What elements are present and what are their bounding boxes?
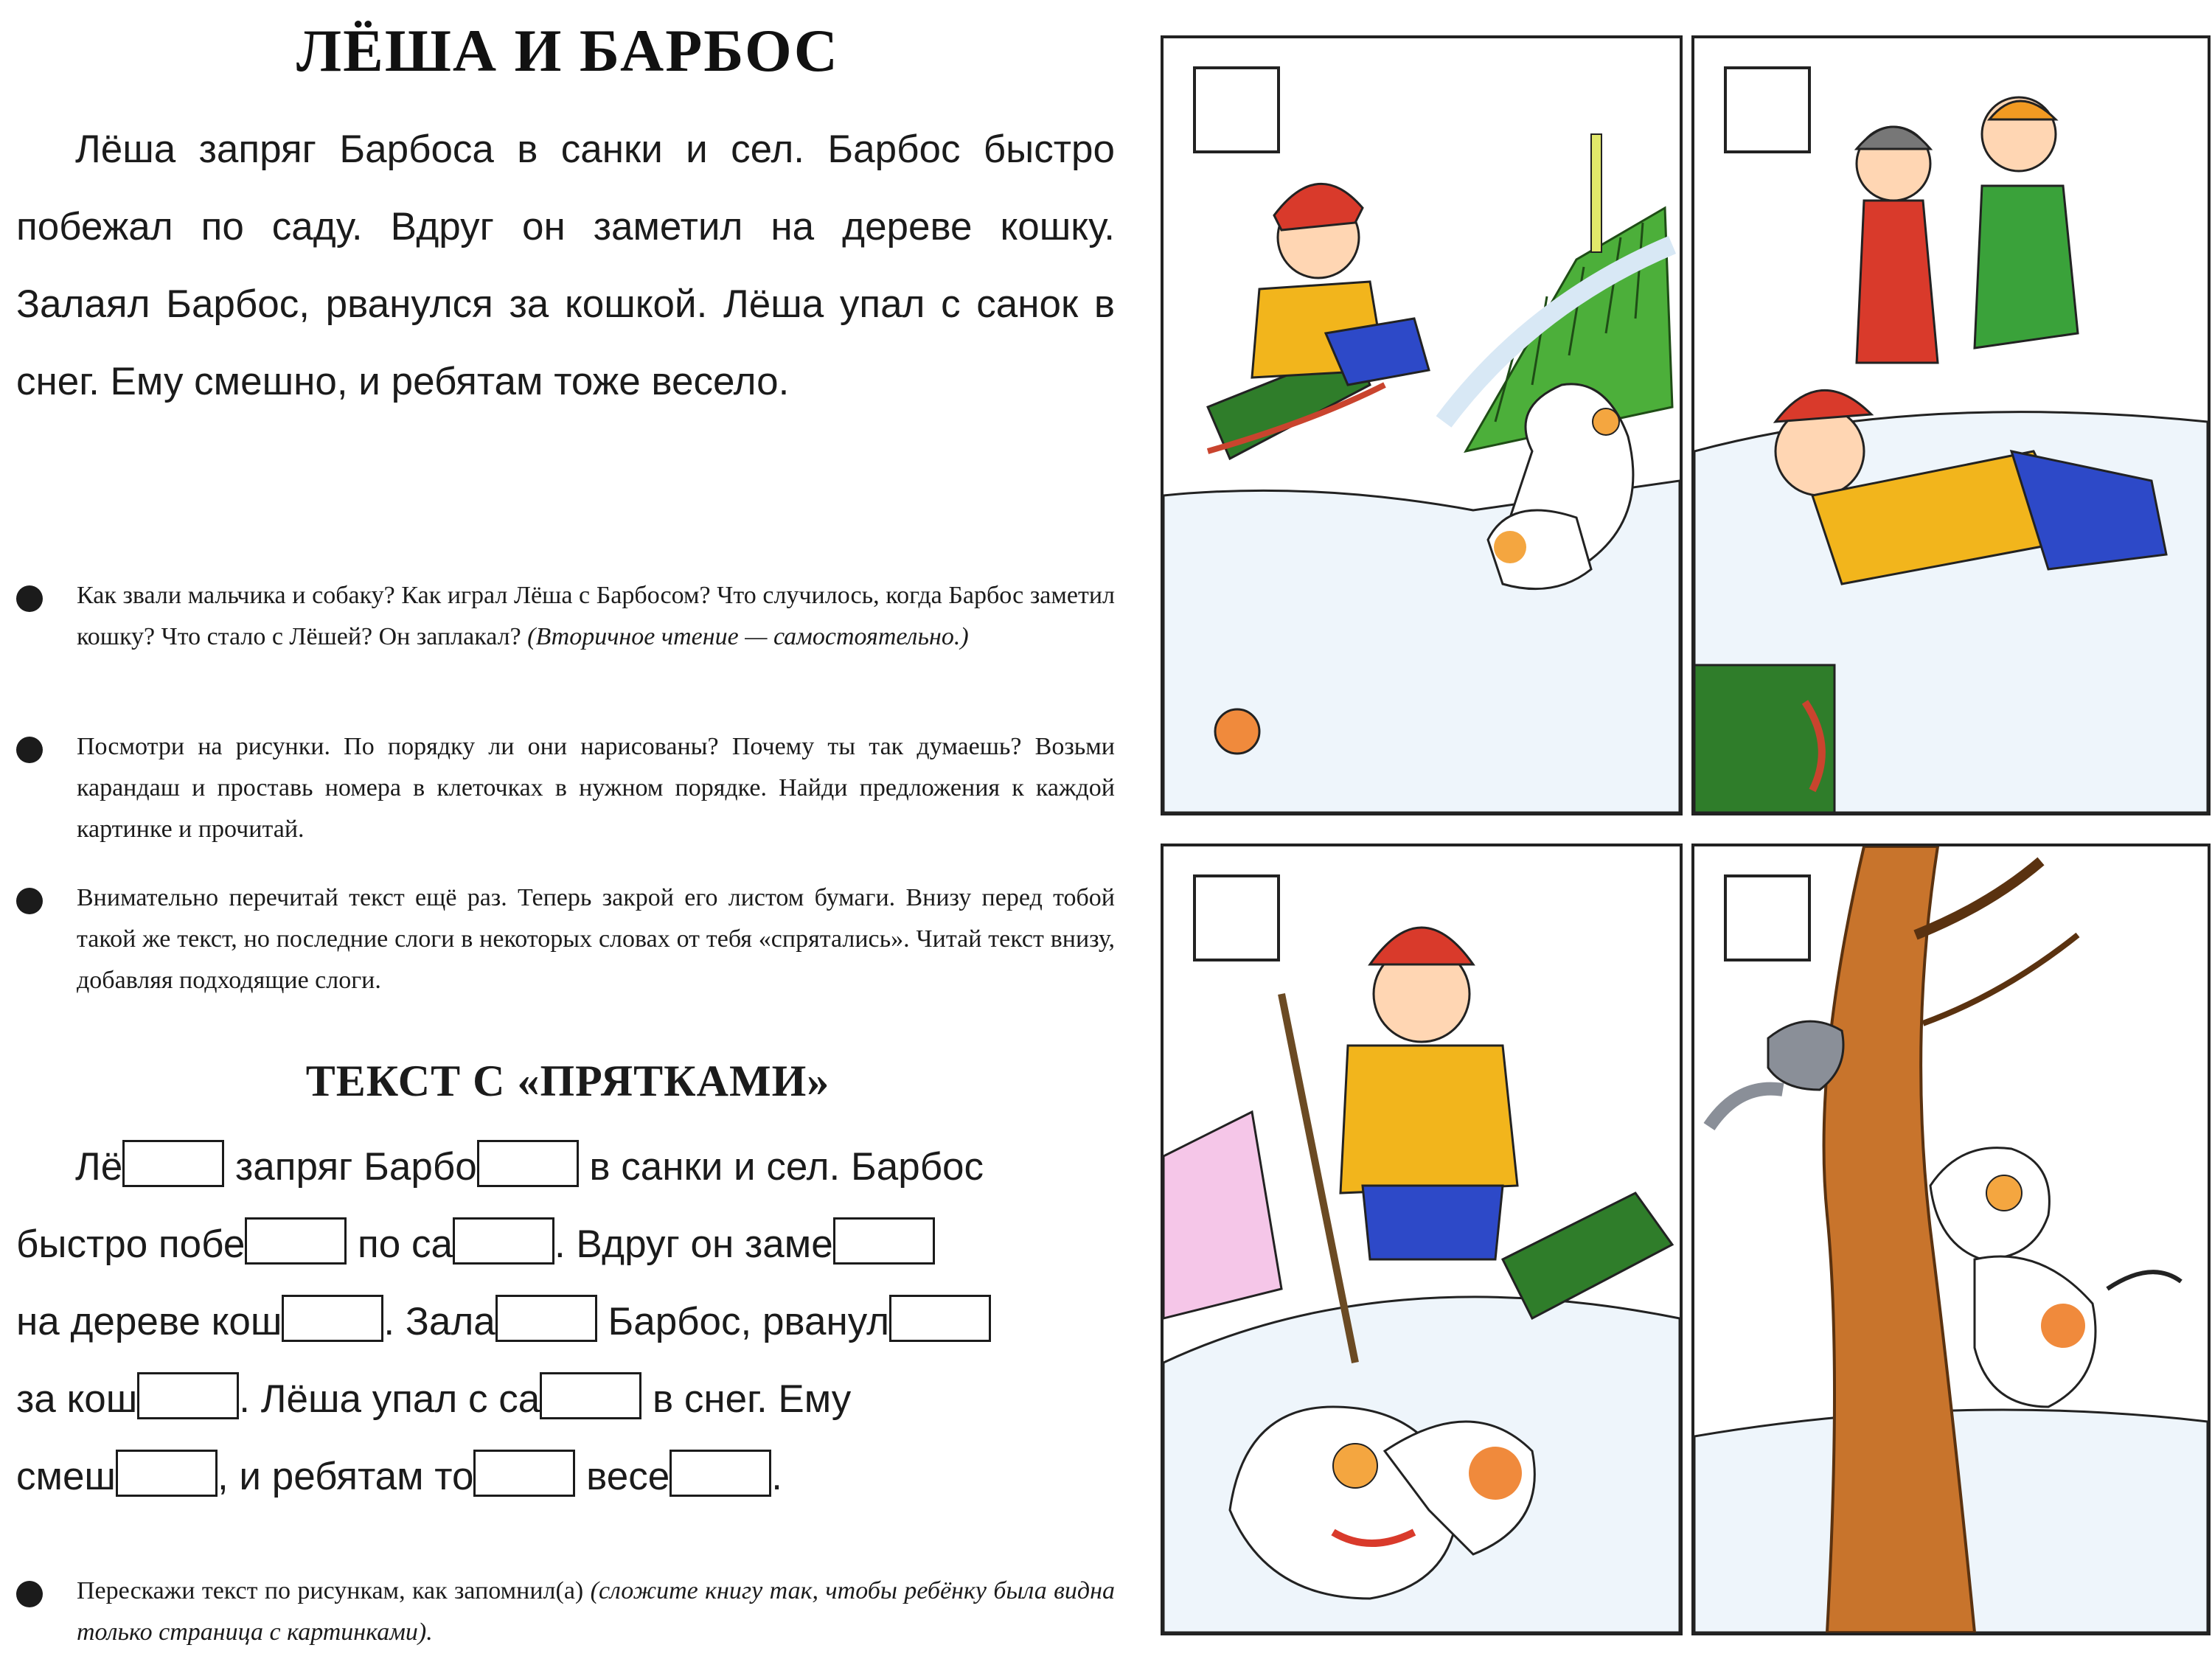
bullet-icon: [16, 737, 43, 763]
task-text: Перескажи текст по рисункам, как запомнил(а): [77, 1577, 591, 1604]
number-box[interactable]: [1724, 66, 1811, 153]
blank-box[interactable]: [116, 1450, 218, 1497]
question-text: Внимательно перечитай текст ещё раз. Теперь закрой его листом бумаги. Внизу перед тобой такой же текст, но последние слоги в некоторых словах от тебя «спрятались». Читай текст внизу, добавляя подходящие слоги.: [77, 884, 1115, 994]
question-2: [16, 726, 1115, 850]
bullet-icon: [16, 1581, 43, 1607]
blank-box[interactable]: [889, 1295, 991, 1342]
picture-boy-fallen-in-snow: [1691, 35, 2211, 815]
question-text: Как звали мальчика и собаку? Как играл Лёша с Барбосом? Что случилось, когда Барбос заметил кошку? Что стало с Лёшей? Он заплакал?: [77, 582, 1115, 650]
fall-scene-illustration: [1694, 38, 2208, 813]
page-title: ЛЁША И БАРБОС: [296, 17, 839, 84]
question-text: Посмотри на рисунки. По порядку ли они нарисованы? Почему ты так думаешь? Возьми карандаш и проставь номера в клеточках в нужном порядке. Найди предложения к каждой картинке и прочитай.: [77, 733, 1115, 843]
blank-box[interactable]: [453, 1217, 554, 1265]
final-task: [16, 1571, 1115, 1653]
picture-boy-harnessing-dog: [1161, 844, 1683, 1635]
blank-box[interactable]: [495, 1295, 597, 1342]
number-box[interactable]: [1193, 874, 1280, 961]
story-paragraph: Лёша запряг Барбоса в санки и сел. Барбос быстро побежал по саду. Вдруг он заметил на дереве кошку. Залаял Барбос, рванулся за кошкой. Лёша упал с санок в снег. Ему смешно, и ребятам тоже весело.: [16, 128, 1115, 403]
question-note: (Вторичное чтение — самостоятельно.): [527, 623, 969, 650]
question-1: [16, 575, 1115, 658]
number-box[interactable]: [1193, 66, 1280, 153]
blank-box[interactable]: [473, 1450, 575, 1497]
section-subtitle: ТЕКСТ С «ПРЯТКАМИ»: [305, 1057, 830, 1105]
blank-box[interactable]: [245, 1217, 347, 1265]
blank-box[interactable]: [282, 1295, 383, 1342]
task-note: (сложите книгу так, чтобы ребёнку была видна только страница с картинками).: [77, 1577, 1115, 1646]
bullet-icon: [16, 888, 43, 914]
blank-box[interactable]: [122, 1140, 224, 1187]
story-text: [16, 111, 1115, 420]
picture-boy-on-sled-with-dog: [1161, 35, 1683, 815]
blank-box[interactable]: [833, 1217, 935, 1265]
number-box[interactable]: [1724, 874, 1811, 961]
pictures-column: [1150, 29, 2212, 1652]
harness-scene-illustration: [1164, 846, 1680, 1632]
bullet-icon: [16, 585, 43, 612]
picture-dog-barking-at-cat: [1691, 844, 2211, 1635]
question-3: [16, 877, 1115, 1001]
gap-text: Лё запряг Барбо в санки и сел. Барбос быстро побе по са . Вдруг он заме на дереве кош . Зала Барбос, рванул за кош . Лёша упал с са в снег. Ему смеш , и ребятам то весе .: [16, 1128, 1115, 1515]
blank-box[interactable]: [477, 1140, 579, 1187]
blank-box[interactable]: [540, 1372, 641, 1419]
blank-box[interactable]: [137, 1372, 239, 1419]
tree-scene-illustration: [1694, 846, 2208, 1632]
sled-scene-illustration: [1164, 38, 1680, 813]
blank-box[interactable]: [669, 1450, 771, 1497]
